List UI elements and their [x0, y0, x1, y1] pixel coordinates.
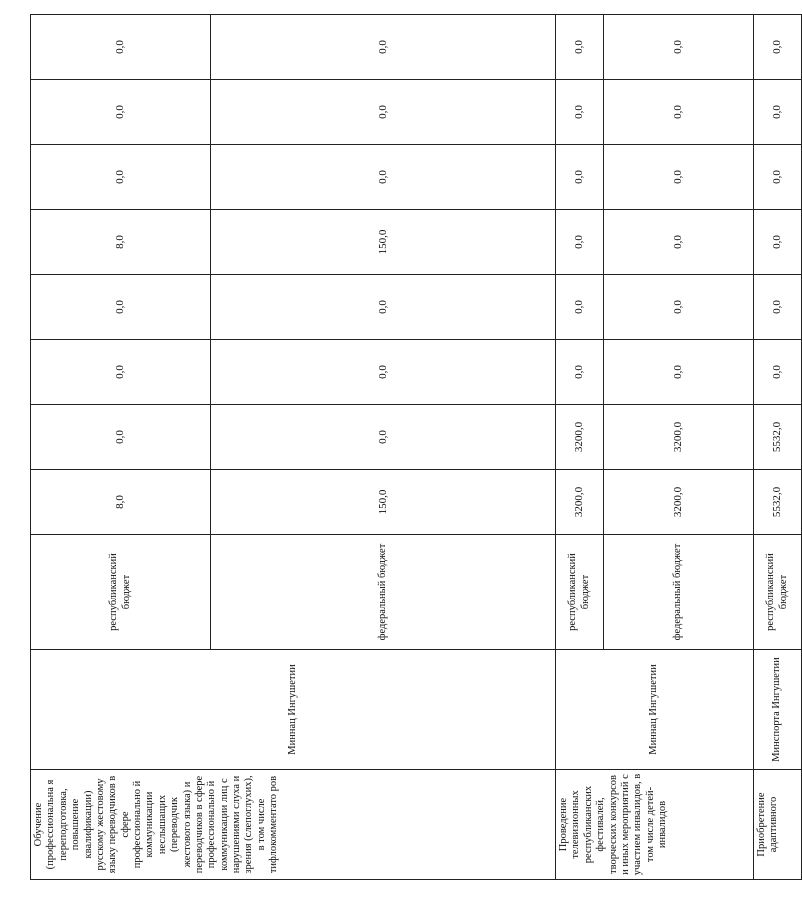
- measure-name-cell: Обучение (профессиональна я переподготовка, повышение квалификации) русскому жестовому языку переводчиков в сфере профессионально й коммуникации неслышащих (переводчик жестового языка) и переводчиков в сфере профессионально й коммуникации лиц с нарушениями слуха и зрения (слепоглухих), в том числе тифлокомментато ров: [31, 770, 556, 880]
- value-cell: 150,0: [211, 470, 556, 535]
- value-cell: 5532,0: [754, 405, 802, 470]
- value-cell: 0,0: [754, 275, 802, 340]
- budget-table: [30, 14, 802, 880]
- executor-cell: Минспорта Ингушетии: [754, 650, 802, 770]
- funding-source-cell: республиканский бюджет: [31, 535, 211, 650]
- value-cell: 0,0: [556, 275, 604, 340]
- value-cell: 0,0: [604, 145, 754, 210]
- table-row: [754, 15, 802, 880]
- value-cell: 0,0: [754, 340, 802, 405]
- value-cell: 3200,0: [604, 470, 754, 535]
- value-cell: 0,0: [556, 210, 604, 275]
- value-cell: 0,0: [31, 275, 211, 340]
- value-cell: 0,0: [754, 80, 802, 145]
- table-row: [556, 15, 604, 880]
- measure-name-cell: Приобретение адаптивного: [754, 770, 802, 880]
- value-cell: 0,0: [604, 210, 754, 275]
- table-row: [31, 15, 211, 880]
- value-cell: 0,0: [211, 275, 556, 340]
- value-cell: 0,0: [31, 15, 211, 80]
- measure-name-cell: Проведение телевизионных республиканских фестивалей, творческих конкурсов и иных мероприятий с участием инвалидов, в том числе детей-инвалидов: [556, 770, 754, 880]
- value-cell: 0,0: [31, 340, 211, 405]
- value-cell: 0,0: [211, 145, 556, 210]
- value-cell: 0,0: [211, 405, 556, 470]
- value-cell: 3200,0: [604, 405, 754, 470]
- value-cell: 0,0: [604, 15, 754, 80]
- value-cell: 0,0: [31, 405, 211, 470]
- funding-source-cell: федеральный бюджет: [211, 535, 556, 650]
- funding-source-cell: федеральный бюджет: [604, 535, 754, 650]
- value-cell: 3200,0: [556, 470, 604, 535]
- value-cell: 5532,0: [754, 470, 802, 535]
- value-cell: 0,0: [31, 80, 211, 145]
- value-cell: 0,0: [604, 275, 754, 340]
- value-cell: 0,0: [556, 145, 604, 210]
- value-cell: 0,0: [556, 80, 604, 145]
- value-cell: 0,0: [556, 15, 604, 80]
- funding-source-cell: республиканский бюджет: [754, 535, 802, 650]
- executor-cell: Миннац Ингушетии: [31, 650, 556, 770]
- value-cell: 0,0: [754, 15, 802, 80]
- value-cell: 0,0: [604, 80, 754, 145]
- value-cell: 8,0: [31, 470, 211, 535]
- value-cell: 0,0: [211, 340, 556, 405]
- value-cell: 0,0: [754, 210, 802, 275]
- value-cell: 0,0: [604, 340, 754, 405]
- value-cell: 0,0: [556, 340, 604, 405]
- value-cell: 150,0: [211, 210, 556, 275]
- value-cell: 3200,0: [556, 405, 604, 470]
- rotated-page: [30, 15, 789, 880]
- value-cell: 0,0: [211, 80, 556, 145]
- funding-source-cell: республиканский бюджет: [556, 535, 604, 650]
- executor-cell: Миннац Ингушетии: [556, 650, 754, 770]
- value-cell: 0,0: [754, 145, 802, 210]
- table-body: [31, 15, 802, 880]
- value-cell: 8,0: [31, 210, 211, 275]
- value-cell: 0,0: [211, 15, 556, 80]
- value-cell: 0,0: [31, 145, 211, 210]
